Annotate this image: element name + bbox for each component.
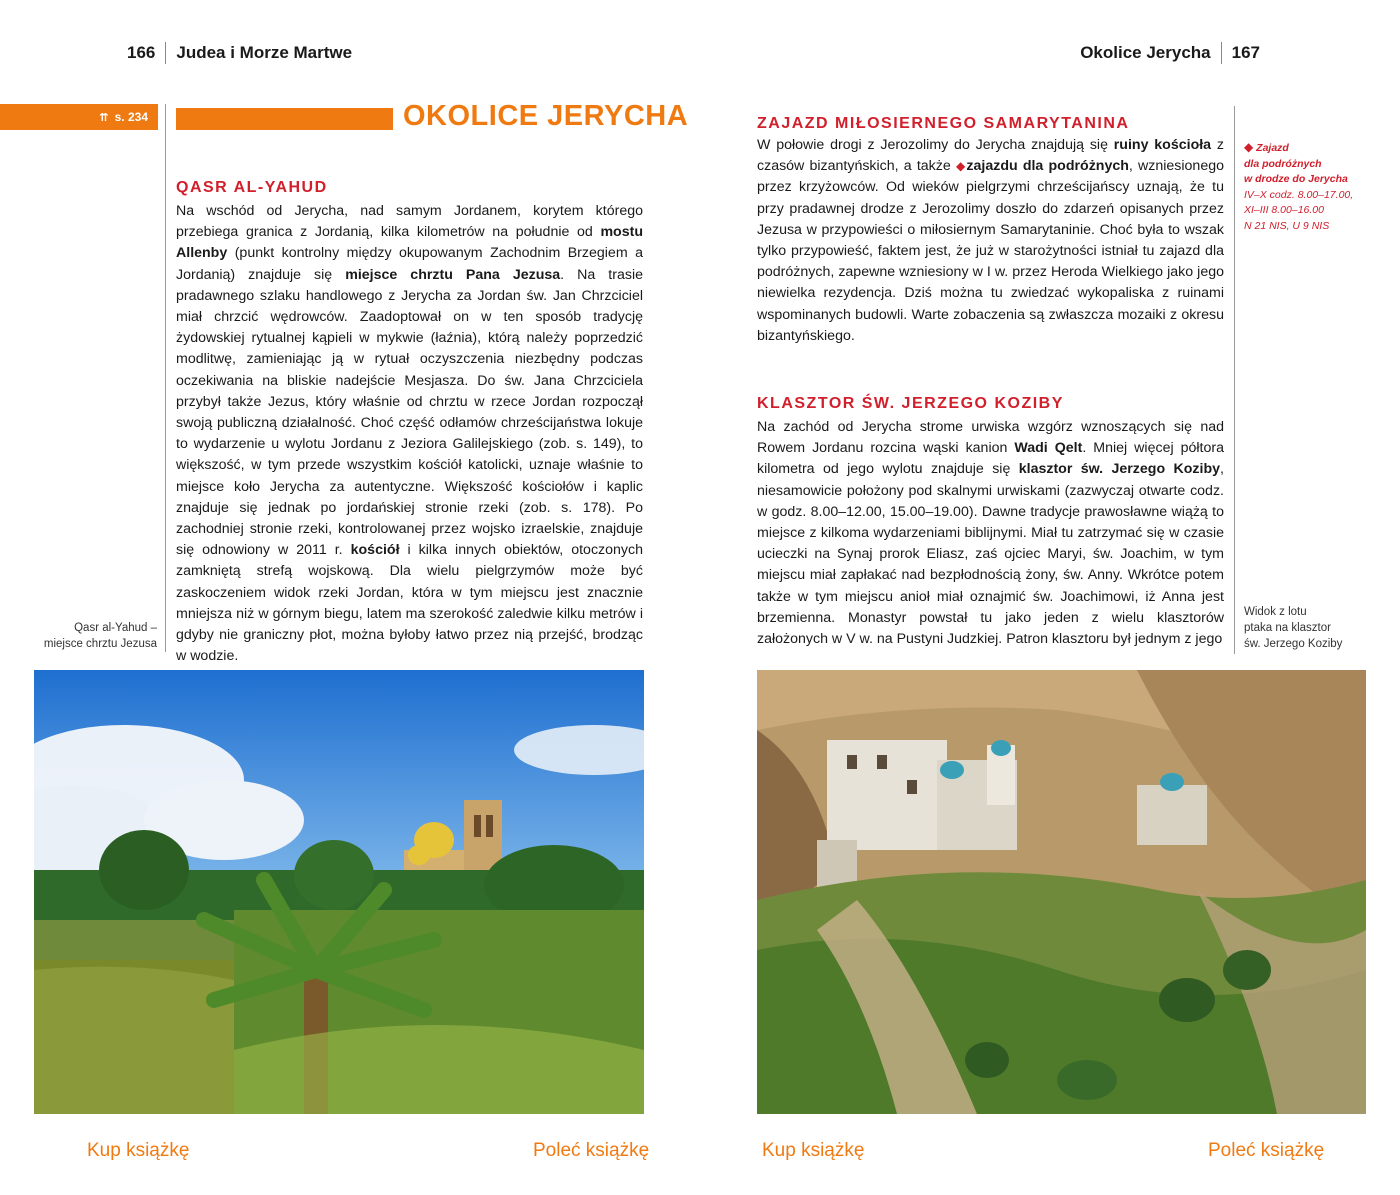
- caption-line: Qasr al-Yahud –: [74, 622, 157, 634]
- section-body-klasztor: [757, 417, 1224, 650]
- bold-term-ruiny-kosciola: ruiny kościoła: [1113, 137, 1212, 153]
- margin-note-title-line: dla podróżnych: [1244, 157, 1322, 170]
- body-text-run: Na zachód od Jerycha strome urwiska wzgórz wznoszących się nad Rowem Jordanu rozcina wąski kanion: [757, 419, 1224, 457]
- caption-line: św. Jerzego Koziby: [1244, 638, 1343, 650]
- header-separator: [1221, 42, 1222, 64]
- buy-book-link[interactable]: Kup książkę: [87, 1140, 190, 1161]
- margin-note-prices: N 21 NIS, U 9 NIS: [1244, 219, 1330, 232]
- caption-line: ptaka na klasztor: [1244, 622, 1331, 634]
- section-body-zajazd: [757, 135, 1224, 347]
- body-text-run: Na wschód od Jerycha, nad samym Jordanem, korytem którego przebiega granica z Jordanią, kilka kilometrów na południe od: [176, 203, 643, 241]
- running-head-left: [127, 42, 352, 64]
- margin-note-title: [1244, 140, 1364, 157]
- margin-note-title-line: Zajazd: [1256, 142, 1289, 154]
- map-icon: ⇈: [99, 111, 109, 124]
- photo-st-george-monastery: [757, 670, 1366, 1114]
- bold-term-miejsce-chrztu: miejsce chrztu Pana Jezusa: [345, 266, 561, 283]
- running-head-right: [1080, 42, 1260, 64]
- diamond-marker-icon: ◆: [955, 159, 967, 174]
- section-heading-qasr-al-yahud: QASR AL-YAHUD: [176, 179, 328, 196]
- margin-note-hours: XI–III 8.00–16.00: [1244, 204, 1324, 216]
- body-text-run: i kilka innych obiektów, otoczonych zamkniętą strefą wojskową. Dla wielu pielgrzymów może być zaskoczeniem widok rzeki Jordan, która w tym miejscu jest znacznie mniejsza niż w górnym biegu, latem ma szerokość zaledwie kilku metrów i gdyby nie graniczny płot, można byłoby łatwo przez nią przejść, brodząc w wodzie.: [176, 542, 643, 665]
- body-text-run: . Na trasie pradawnego szlaku handlowego z Jerycha za Jordan św. Jan Chrzciciel miał chrzcić wędrowców. Zaadoptował on w ten sposób tradycję żydowskiej rytualnej kąpieli w mykwie (łaźnia), którą należy poprzedzić modlitwę, zamieniając ją w rytuał oczyszczenia niezbędny podczas oczekiwania na bliskie nadejście Mesjasza. Do św. Jana Chrzciciela przybył także Jezus, który właśnie od chrztu w rzece Jordan rozpoczął swoją publiczną działalność. Choć część odłamów chrześcijaństwa lokuje to wydarzenie u wylotu Jordanu z Jeziora Galilejskiego (zob. s. 149), to większość, w tym przede wszystkim kościół katolicki, uznaje właśnie to miejsce koło Jerycha za autentyczne. Większość kościołów i kaplic znajduje się jednak po jordańskiej stronie rzeki (zob. s. 178). Po zachodniej stronie rzeki, kontrolowanej przez wojsko izraelskie, znajduje się odnowiony w 2011 r.: [176, 266, 643, 559]
- page-number: 166: [127, 43, 156, 62]
- running-title: Judea i Morze Martwe: [176, 43, 353, 62]
- margin-note-zajazd: [1244, 140, 1364, 234]
- column-divider: [1234, 106, 1235, 654]
- body-text-run: . Mniej więcej półtora kilometra od jego wylotu znajduje się: [757, 440, 1224, 478]
- body-text-run: z czasów bizantyńskich, a także: [757, 137, 1224, 175]
- title-bar: [176, 108, 393, 130]
- photo-caption-left: [20, 620, 157, 652]
- running-title: Okolice Jerycha: [1080, 43, 1211, 62]
- section-heading-zajazd: ZAJAZD MIŁOSIERNEGO SAMARYTANINA: [757, 115, 1130, 132]
- header-separator: [165, 42, 166, 64]
- map-reference-tab[interactable]: [0, 104, 158, 130]
- bold-term-klasztor: klasztor św. Jerzego Koziby: [1018, 461, 1221, 478]
- photo-qasr-al-yahud-image: [34, 670, 644, 1114]
- column-divider: [165, 104, 166, 652]
- photo-qasr-al-yahud: [34, 670, 644, 1114]
- bold-term-wadi-qelt: Wadi Qelt: [1014, 440, 1083, 457]
- bold-term-kosciol: kościół: [350, 542, 400, 559]
- caption-line: miejsce chrztu Jezusa: [43, 638, 157, 650]
- recommend-book-link[interactable]: Poleć książkę: [533, 1140, 650, 1161]
- body-text-run: , wzniesionego przez krzyżowców. Od wieków pielgrzymi chrześcijańscy uznają, że tu przy pradawnej drodze z Jerozolimy doszło do zdarzeń opisanych przez Jezusa w przypowieści o miłosiernym Samarytaninie. Choć była to wszak tylko przypowieść, faktem jest, że już w starożytności istniał tu zajazd dla podróżnych, zapewne wzniesiony w I w. przez Heroda Wielkiego jako jego niewielka rezydencja. Dziś można tu zwiedzać wykopaliska z ruinami wspominanych budowli. Warte zobaczenia są zwłaszcza mozaiki z okresu bizantyńskiego.: [757, 158, 1224, 344]
- margin-note-hours: IV–X codz. 8.00–17.00,: [1244, 188, 1354, 201]
- page-number: 167: [1231, 43, 1260, 62]
- body-text-run: , niesamowicie położony pod skalnymi urwiskami (zazwyczaj otwarte codz. w godz. 8.00–12.00, 15.00–19.00). Dawne tradycje prawosławne wiążą to miejsce z kilkoma wydarzeniami biblijnymi. Miał tu zatrzymać się w czasie ucieczki na Synaj prorok Eliasz, zaś ojciec Maryi, św. Joachim, w tym miejscu miał zapłakać nad bezpłodnością żony, św. Anny. Wkrótce potem także w tym miejscu anioł miał oznajmić św. Joachimowi, iż Anna jest brzemienna. Monastyr powstał tu jako jeden z wielu klasztorów założonych w V w. na Pustyni Judzkiej. Patron klasztoru był jednym z jego: [757, 461, 1224, 648]
- map-reference-label: s. 234: [114, 110, 148, 124]
- margin-note-title-line: w drodze do Jerycha: [1244, 173, 1348, 185]
- chapter-title: OKOLICE JERYCHA: [403, 100, 689, 132]
- photo-st-george-monastery-image: [757, 670, 1366, 1114]
- buy-book-link[interactable]: Kup książkę: [762, 1140, 865, 1161]
- section-heading-klasztor: KLASZTOR ŚW. JERZEGO KOZIBY: [757, 395, 1064, 412]
- recommend-book-link[interactable]: Poleć książkę: [1208, 1140, 1325, 1161]
- caption-line: Widok z lotu: [1244, 606, 1307, 618]
- diamond-marker-icon: ◆: [1244, 140, 1254, 154]
- section-body-qasr-al-yahud: [176, 201, 643, 667]
- body-text-run: (punkt kontrolny między okupowanym Zachodnim Brzegiem a Jordanią) znajduje się: [176, 245, 643, 283]
- bold-term-zajazdu: zajazdu dla podróżnych: [966, 158, 1129, 175]
- photo-caption-right: [1244, 604, 1384, 652]
- bold-term-mostu-allenby: mostu Allenby: [176, 224, 643, 262]
- body-text-run: W połowie drogi z Jerozolimy do Jerycha znajdują się: [757, 137, 1114, 153]
